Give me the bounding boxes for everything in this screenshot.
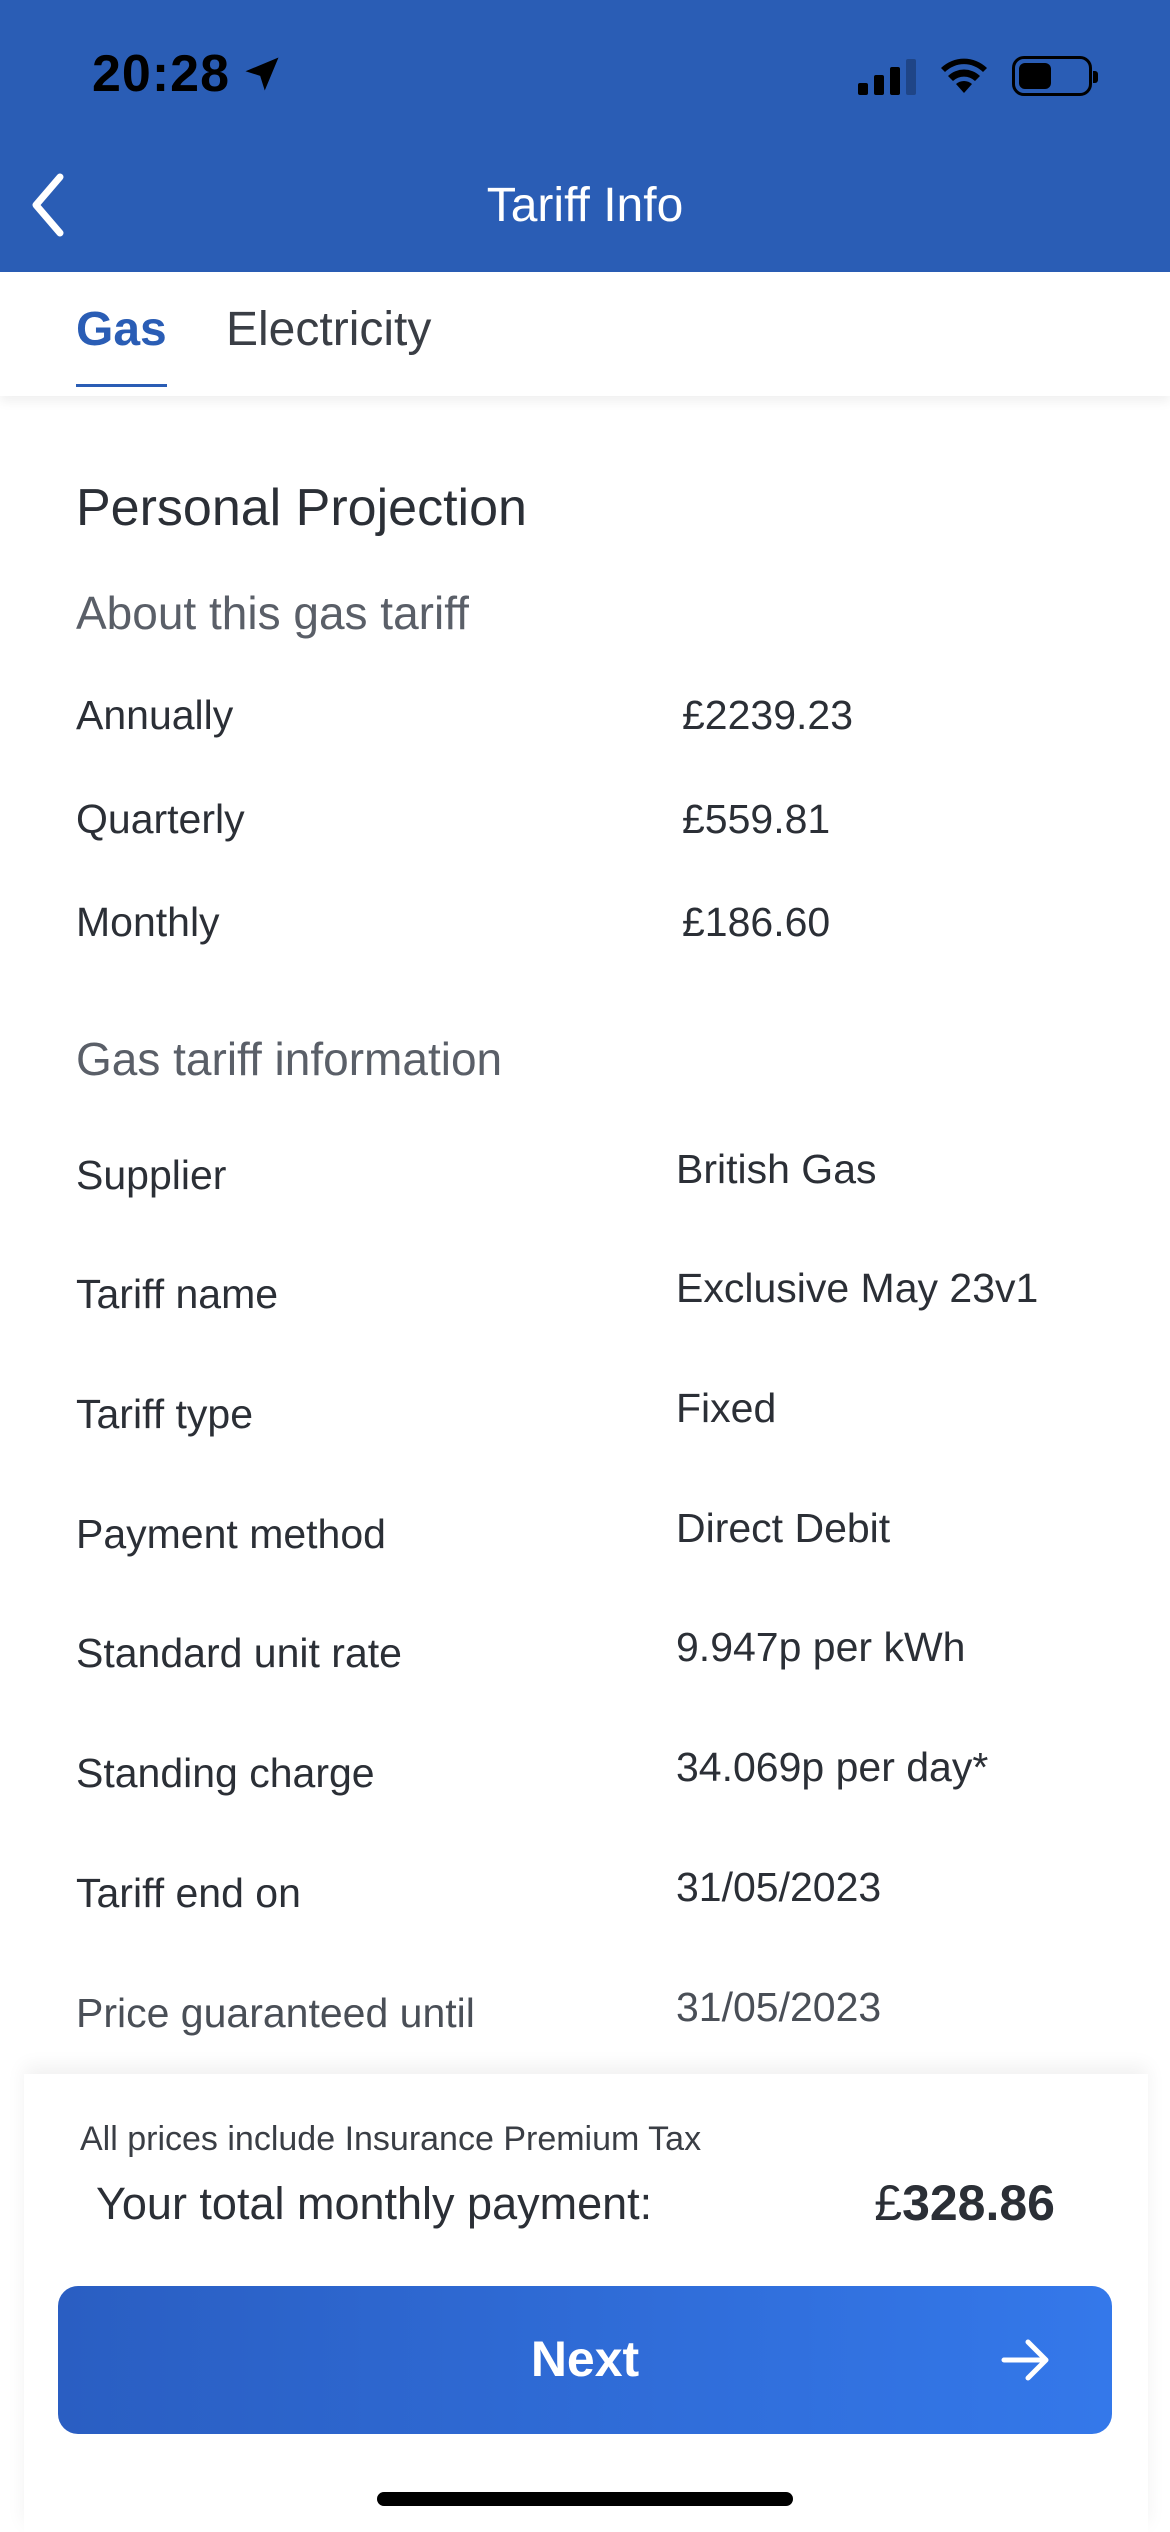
- cellular-signal-icon: [858, 57, 916, 95]
- tariff-value-unit-rate: 9.947p per kWh: [676, 1624, 966, 1670]
- tax-note: All prices include Insurance Premium Tax: [80, 2120, 702, 2158]
- total-amount: 328.86: [902, 2175, 1055, 2231]
- tariff-label-unit-rate: Standard unit rate: [76, 1630, 402, 1676]
- tariff-value-supplier: British Gas: [676, 1146, 877, 1192]
- tariff-value-end-date: 31/05/2023: [676, 1864, 882, 1910]
- tab-bar: [0, 272, 1170, 396]
- tariff-label-standing-charge: Standing charge: [76, 1750, 375, 1796]
- projection-subtitle: About this gas tariff: [76, 587, 469, 639]
- tariff-value-name: Exclusive May 23v1: [676, 1265, 1039, 1311]
- projection-label-annually: Annually: [76, 692, 234, 738]
- tariff-value-payment: Direct Debit: [676, 1505, 891, 1551]
- page-title: Tariff Info: [486, 179, 684, 232]
- tab-gas[interactable]: Gas: [76, 303, 167, 356]
- tariff-label-type: Tariff type: [76, 1391, 253, 1437]
- next-button-label: Next: [530, 2331, 640, 2387]
- tariff-label-payment: Payment method: [76, 1511, 386, 1557]
- total-currency: £: [874, 2175, 903, 2231]
- app-header: [0, 0, 1170, 272]
- projection-value-annually: £2239.23: [682, 692, 854, 738]
- tariff-value-type: Fixed: [676, 1385, 777, 1431]
- location-arrow-icon: [240, 52, 284, 96]
- tariff-value-standing-charge: 34.069p per day*: [676, 1744, 989, 1790]
- battery-icon: [1012, 56, 1092, 96]
- tab-electricity[interactable]: Electricity: [226, 303, 432, 356]
- total-payment-value: [874, 2174, 1055, 2232]
- status-indicators: [858, 56, 1092, 96]
- projection-value-monthly: £186.60: [682, 899, 831, 945]
- projection-label-quarterly: Quarterly: [76, 796, 245, 842]
- home-indicator: [377, 2492, 793, 2506]
- tariff-label-name: Tariff name: [76, 1271, 279, 1317]
- status-time-text: 20:28: [92, 45, 230, 103]
- projection-value-quarterly: £559.81: [682, 796, 831, 842]
- arrow-right-icon: [998, 2332, 1054, 2388]
- tariff-label-end-date: Tariff end on: [76, 1870, 301, 1916]
- tariff-value-price-guarantee: 31/05/2023: [676, 1984, 882, 2030]
- next-button[interactable]: [58, 2286, 1112, 2434]
- wifi-icon: [940, 57, 988, 95]
- tariff-label-supplier: Supplier: [76, 1152, 227, 1198]
- projection-label-monthly: Monthly: [76, 899, 220, 945]
- status-time: [92, 44, 284, 104]
- section-title: Personal Projection: [76, 479, 527, 537]
- tariff-label-price-guarantee: Price guaranteed until: [76, 1990, 475, 2036]
- tariff-info-subtitle: Gas tariff information: [76, 1033, 503, 1085]
- total-payment-label: Your total monthly payment:: [96, 2178, 653, 2229]
